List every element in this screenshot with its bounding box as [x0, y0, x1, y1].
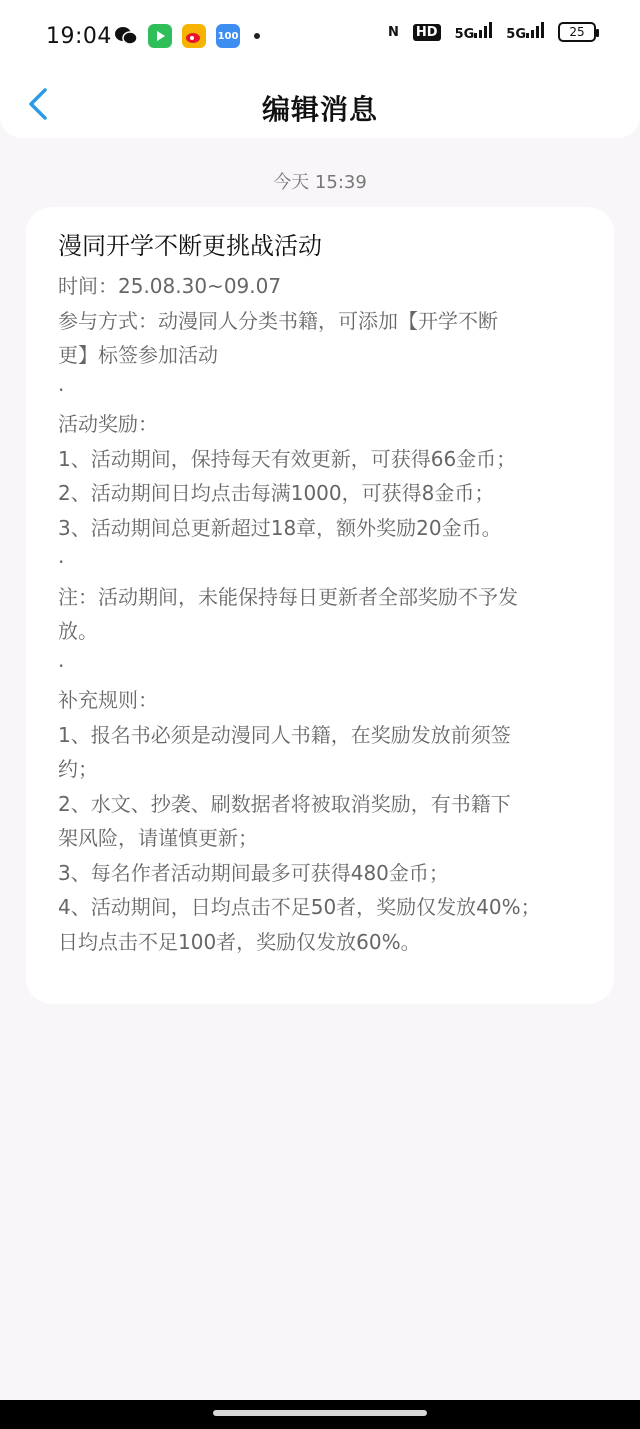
message-line: 活动奖励：	[58, 412, 158, 436]
nfc-icon: N	[388, 24, 399, 40]
message-line: 2、活动期间日均点击每满1000，可获得8金币；	[58, 481, 495, 505]
message-line: ·	[58, 653, 65, 678]
signal-5g-icon: 5G	[455, 22, 493, 42]
system-nav-bar	[0, 1400, 640, 1429]
message-timestamp: 今天 15:39	[273, 172, 367, 193]
signal-5g-icon-2: 5G	[506, 22, 544, 42]
app-100-icon: 100	[216, 24, 240, 48]
message-line: 日均点击不足100者，奖励仅发放60%。	[58, 929, 421, 954]
status-bar	[0, 0, 640, 74]
weibo-icon	[182, 24, 206, 48]
message-line: ·	[58, 377, 65, 402]
message-line: 更】标签参加活动	[58, 343, 218, 367]
battery-icon: 25	[558, 22, 596, 42]
message-line: 参与方式：动漫同人分类书籍，可添加【开学不断	[58, 308, 498, 333]
message-line: 4、活动期间，日均点击不足50者，奖励仅发放40%；	[58, 895, 541, 919]
notification-dot-icon	[254, 33, 260, 39]
message-line: 3、每名作者活动期间最多可获得480金币；	[58, 860, 449, 885]
message-line: 时间：25.08.30~09.07	[58, 274, 282, 298]
status-app-icons	[114, 24, 260, 48]
message-line: 约；	[58, 757, 98, 781]
message-line: 1、报名书必须是动漫同人书籍，在奖励发放前须签	[58, 722, 511, 747]
message-line: 放。	[58, 619, 98, 643]
app-header	[0, 74, 640, 138]
status-right-indicators	[388, 22, 596, 42]
message-line: 注：活动期间，未能保持每日更新者全部奖励不予发	[58, 584, 518, 609]
page-title: 编辑消息	[261, 93, 378, 126]
message-title: 漫同开学不断更挑战活动	[58, 232, 322, 260]
wechat-icon	[114, 24, 138, 48]
message-line: 1、活动期间，保持每天有效更新，可获得66金币；	[58, 446, 517, 471]
hd-icon: HD	[413, 24, 441, 41]
status-time: 19:04	[46, 24, 112, 49]
message-line: 2、水文、抄袭、刷数据者将被取消奖励，有书籍下	[58, 791, 511, 816]
message-line: 补充规则：	[58, 688, 158, 712]
message-line: 3、活动期间总更新超过18章，额外奖励20金币。	[58, 515, 502, 540]
home-gesture-handle[interactable]	[213, 1410, 427, 1416]
message-card	[26, 207, 614, 1004]
message-line: 架风险，请谨慎更新；	[58, 826, 258, 850]
message-line: ·	[58, 550, 65, 574]
video-app-icon	[148, 24, 172, 48]
